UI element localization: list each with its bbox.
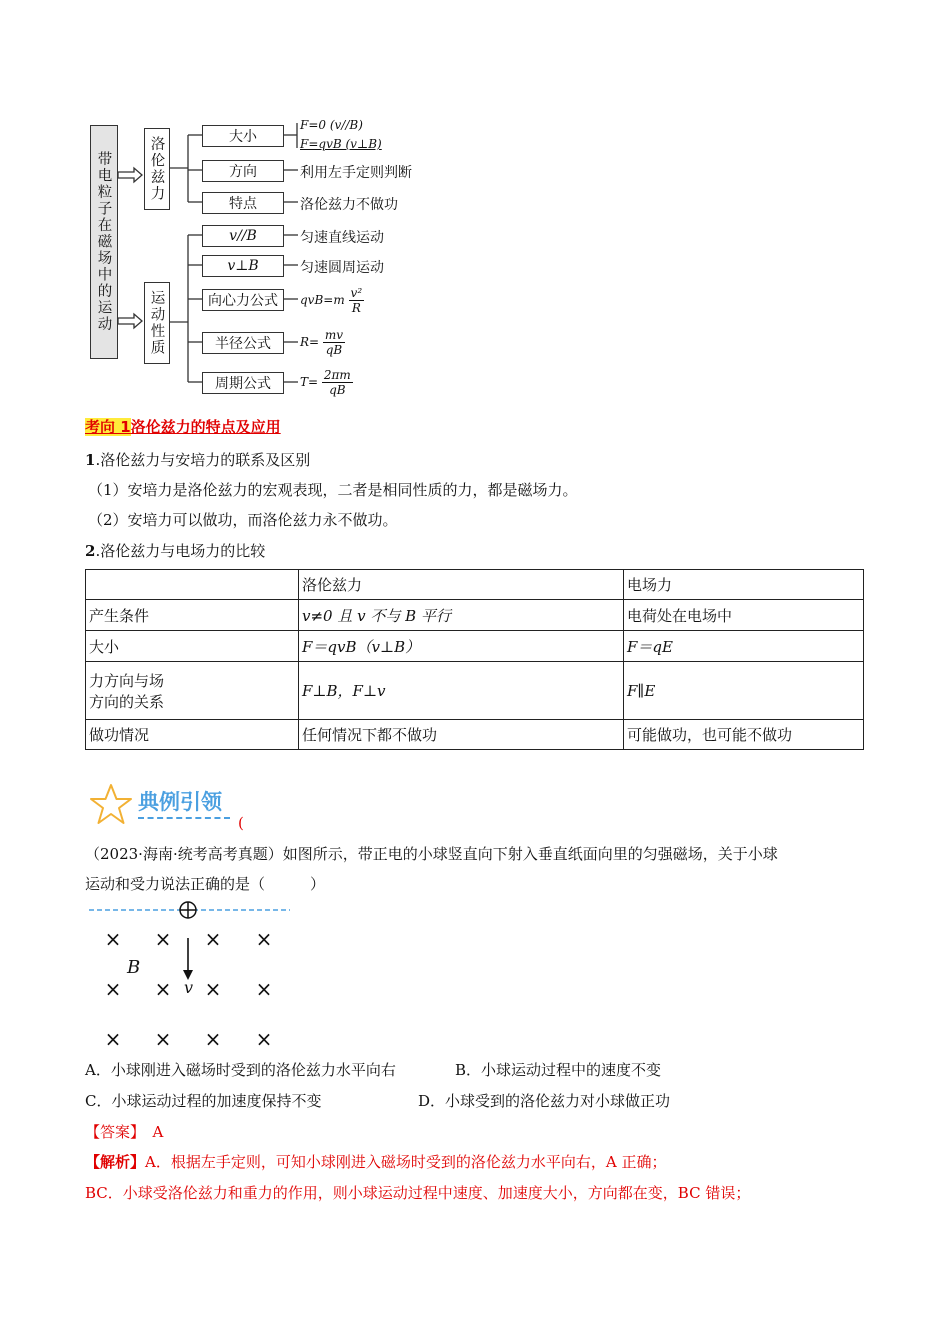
node-feature: 特点	[202, 192, 284, 214]
question-line-2: 运动和受力说法正确的是（ ）	[85, 875, 326, 893]
field-cross-icon: ×	[154, 927, 172, 951]
node-period-formula: 周期公式	[202, 372, 284, 394]
star-icon	[88, 782, 134, 826]
analysis-text-1: A．根据左手定则，可知小球刚进入磁场时受到的洛伦兹力水平向右，A 正确；	[145, 1153, 667, 1171]
centripetal-fraction	[349, 286, 365, 315]
field-cross-icon: ×	[255, 927, 273, 951]
radius-formula	[300, 328, 345, 357]
point-2-number: 2	[85, 542, 96, 560]
table-row	[86, 662, 864, 720]
table-row	[86, 720, 864, 750]
analysis-label: 【解析】	[85, 1153, 146, 1171]
analysis-line-2: BC．小球受洛伦兹力和重力的作用，则小球运动过程中速度、加速度大小，方向都在变，BC 错误；	[85, 1184, 751, 1202]
table-cell: F＝qvB（v⊥B）	[299, 631, 624, 662]
point-1-a: （1）安培力是洛伦兹力的宏观表现，二者是相同性质的力，都是磁场力。	[88, 481, 578, 499]
node-centripetal-formula: 向心力公式	[202, 289, 284, 311]
field-cross-icon: ×	[154, 1027, 172, 1051]
centripetal-lhs: qvB=m	[300, 293, 345, 307]
table-cell: 任何情况下都不做功	[299, 720, 624, 750]
analysis-line-1	[85, 1151, 666, 1172]
radius-fraction	[323, 328, 345, 357]
point-1-heading	[85, 449, 310, 470]
table-cell	[86, 662, 299, 720]
uniform-circular-text: 匀速圆周运动	[300, 260, 384, 276]
table-cell: 做功情况	[86, 720, 299, 750]
row3-label-line2: 方向的关系	[89, 692, 165, 711]
point-2-text: .洛伦兹力与电场力的比较	[95, 542, 266, 560]
table-cell: 可能做功，也可能不做功	[624, 720, 864, 750]
field-cross-icon: ×	[204, 1027, 222, 1051]
node-magnitude: 大小	[202, 125, 284, 147]
magnitude-line1: F=0 (v//B)	[300, 118, 363, 132]
option-b: B．小球运动过程中的速度不变	[455, 1061, 662, 1079]
period-num: 2πm	[323, 368, 351, 382]
option-d: D．小球受到的洛伦兹力对小球做正功	[418, 1092, 671, 1110]
node-v-perp-b: v⊥B	[202, 255, 284, 277]
root-node: 带电粒子在磁场中的运动	[90, 125, 118, 359]
table-header-cell: 电场力	[624, 570, 864, 600]
section-title: 洛伦兹力的特点及应用	[130, 418, 281, 436]
table-cell: F∥E	[624, 662, 864, 720]
section-heading	[85, 416, 281, 437]
node-radius-formula: 半径公式	[202, 332, 284, 354]
field-cross-icon: ×	[104, 977, 122, 1001]
period-lhs: T=	[300, 375, 319, 389]
node-direction: 方向	[202, 160, 284, 182]
concept-map-connectors	[0, 0, 950, 410]
table-header-row	[86, 570, 864, 600]
point-1-text: .洛伦兹力与安培力的联系及区别	[95, 451, 311, 469]
direction-text: 利用左手定则判断	[300, 165, 412, 181]
radius-num: mv	[324, 328, 344, 342]
centripetal-formula	[300, 286, 364, 315]
field-cross-icon: ×	[104, 1027, 122, 1051]
answer-label: 【答案】	[85, 1123, 138, 1141]
table-cell: 电荷处在电场中	[624, 600, 864, 631]
table-cell: F＝qE	[624, 631, 864, 662]
field-label-b: B	[127, 957, 141, 978]
period-den: qB	[329, 383, 346, 397]
option-c: C．小球运动过程的加速度保持不变	[85, 1092, 322, 1110]
magnetic-field-figure	[85, 896, 295, 1056]
velocity-label-v: v	[184, 978, 194, 997]
section-tag: 考向 1	[85, 418, 131, 436]
option-a: A．小球刚进入磁场时受到的洛伦兹力水平向右	[85, 1061, 396, 1079]
example-banner-title: 典例引领	[138, 790, 222, 814]
field-cross-icon: ×	[255, 1027, 273, 1051]
table-cell: v≠0 且 v 不与 B 平行	[299, 600, 624, 631]
table-cell: 产生条件	[86, 600, 299, 631]
feature-text: 洛伦兹力不做功	[300, 197, 398, 213]
magnitude-line2: F=qvB (v⊥B)	[300, 137, 382, 151]
node-v-parallel-b: v//B	[202, 225, 284, 247]
table-cell: 大小	[86, 631, 299, 662]
period-formula	[300, 368, 353, 397]
table-row	[86, 631, 864, 662]
comparison-table	[85, 569, 864, 750]
row3-label-line1: 力方向与场	[89, 671, 165, 690]
table-row	[86, 600, 864, 631]
field-cross-icon: ×	[204, 977, 222, 1001]
point-1-number: 1	[85, 451, 96, 469]
field-cross-icon: ×	[104, 927, 122, 951]
table-header-cell	[86, 570, 299, 600]
radius-lhs: R=	[300, 335, 320, 349]
stray-paren: (	[238, 814, 244, 832]
period-fraction	[322, 368, 353, 397]
point-1-b: （2）安培力可以做功，而洛伦兹力永不做功。	[88, 511, 398, 529]
field-cross-icon: ×	[154, 977, 172, 1001]
radius-den: qB	[325, 343, 343, 357]
answer-line	[85, 1121, 163, 1142]
branch-motion-nature: 运动性质	[144, 282, 170, 364]
concept-map	[0, 0, 950, 410]
branch-lorentz-force: 洛伦兹力	[144, 128, 170, 210]
answer-value: A	[152, 1123, 164, 1141]
example-banner-underline	[138, 817, 230, 819]
centripetal-den: R	[351, 301, 361, 315]
point-2-heading	[85, 540, 265, 561]
field-cross-icon: ×	[204, 927, 222, 951]
field-cross-icon: ×	[255, 977, 273, 1001]
table-cell: F⊥B，F⊥v	[299, 662, 624, 720]
uniform-linear-text: 匀速直线运动	[300, 230, 384, 246]
question-line-1: （2023·海南·统考高考真题）如图所示，带正电的小球竖直向下射入垂直纸面向里的匀强磁场，关于小球	[85, 845, 778, 863]
centripetal-num: v²	[350, 286, 363, 300]
table-header-cell: 洛伦兹力	[299, 570, 624, 600]
